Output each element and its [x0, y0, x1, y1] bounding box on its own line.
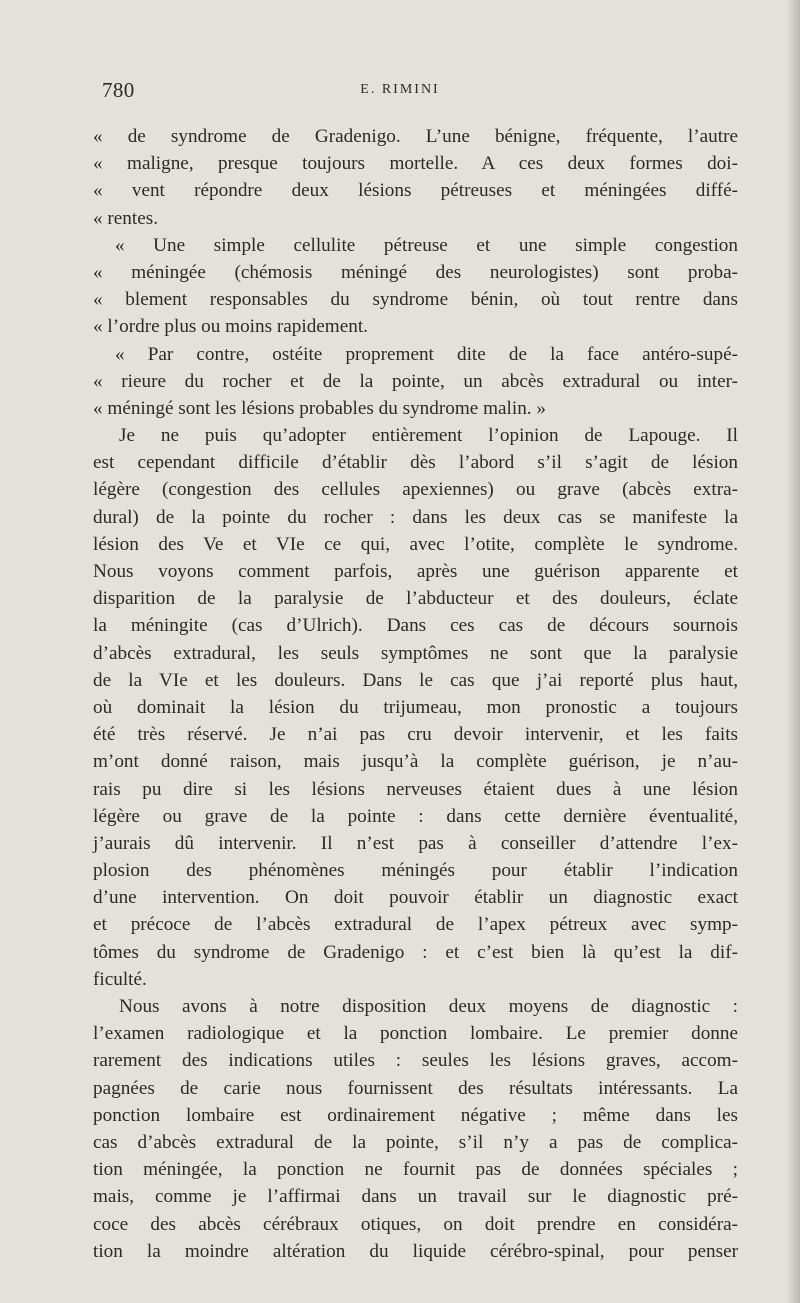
body-text: [93, 123, 738, 1265]
text-line: de la VIe et les douleurs. Dans le cas que j’ai reporté plus haut,: [93, 669, 738, 691]
text-line: j’aurais dû intervenir. Il n’est pas à conseiller d’attendre l’ex-: [93, 832, 738, 854]
text-line: pagnées de carie nous fournissent des résultats intéressants. La: [93, 1077, 738, 1099]
text-line: l’examen radiologique et la ponction lombaire. Le premier donne: [93, 1023, 738, 1045]
text-line: « Une simple cellulite pétreuse et une simple congestion: [115, 234, 738, 256]
page-number: 780: [102, 78, 135, 102]
text-line: plosion des phénomènes méningés pour établir l’indication: [93, 860, 738, 882]
text-line: et précoce de l’abcès extradural de l’apex pétreux avec symp-: [93, 914, 738, 936]
text-line: « blement responsables du syndrome bénin, où tout rentre dans: [93, 289, 738, 311]
text-line: coce des abcès cérébraux otiques, on doit prendre en considéra-: [93, 1213, 738, 1235]
text-line: rarement des indications utiles : seules les lésions graves, accom-: [93, 1050, 738, 1072]
text-line: d’abcès extradural, les seuls symptômes ne sont que la paralysie: [93, 642, 738, 664]
text-line: tion méningée, la ponction ne fournit pas de données spéciales ;: [93, 1159, 738, 1181]
text-line: ponction lombaire est ordinairement négative ; même dans les: [93, 1104, 738, 1126]
text-line: cas d’abcès extradural de la pointe, s’il n’y a pas de complica-: [93, 1131, 738, 1153]
text-line: tômes du syndrome de Gradenigo : et c’est bien là qu’est la dif-: [93, 941, 738, 963]
text-line: « l’ordre plus ou moins rapidement.: [93, 316, 368, 338]
text-line: légère ou grave de la pointe : dans cette dernière éventualité,: [93, 805, 738, 827]
text-line: été très réservé. Je n’ai pas cru devoir intervenir, et les faits: [93, 724, 738, 746]
text-line: « rentes.: [93, 207, 159, 229]
text-line: « méningé sont les lésions probables du syndrome malin. »: [93, 397, 546, 419]
text-line: rais pu dire si les lésions nerveuses étaient dues à une lésion: [93, 778, 738, 800]
text-line: « rieure du rocher et de la pointe, un abcès extradural ou inter-: [93, 370, 738, 392]
text-line: Nous voyons comment parfois, après une guérison apparente et: [93, 561, 738, 582]
text-line: la méningite (cas d’Ulrich). Dans ces cas de décours sournois: [93, 615, 738, 637]
text-line: légère (congestion des cellules apexiennes) ou grave (abcès extra-: [93, 479, 738, 501]
text-line: « de syndrome de Gradenigo. L’une bénigne, fréquente, l’autre: [93, 126, 738, 147]
text-line: lésion des Ve et VIe ce qui, avec l’otite, complète le syndrome.: [93, 533, 738, 555]
running-head: E. RIMINI: [360, 82, 440, 97]
text-line: « maligne, presque toujours mortelle. A ces deux formes doi-: [93, 153, 738, 175]
text-line: « vent répondre deux lésions pétreuses et méningées diffé-: [93, 180, 738, 202]
text-line: disparition de la paralysie de l’abducteur et des douleurs, éclate: [93, 588, 738, 610]
text-line: ficulté.: [93, 968, 147, 990]
text-line: où dominait la lésion du trijumeau, mon pronostic a toujours: [93, 696, 738, 718]
text-line: « Par contre, ostéite proprement dite de la face antéro-supé-: [115, 343, 738, 365]
text-line: d’une intervention. On doit pouvoir établir un diagnostic exact: [93, 887, 738, 909]
text-line: « méningée (chémosis méningé des neurologistes) sont proba-: [93, 261, 738, 283]
text-line: mais, comme je l’affirmai dans un travail sur le diagnostic pré-: [93, 1186, 738, 1208]
text-line: m’ont donné raison, mais jusqu’à la complète guérison, je n’au-: [93, 751, 738, 773]
text-line: est cependant difficile d’établir dès l’abord s’il s’agit de lésion: [93, 452, 738, 474]
text-line: Je ne puis qu’adopter entièrement l’opinion de Lapouge. Il: [119, 425, 738, 447]
text-line: tion la moindre altération du liquide cérébro-spinal, pour penser: [93, 1240, 738, 1262]
page-header: [0, 78, 800, 110]
text-line: dural) de la pointe du rocher : dans les deux cas se manifeste la: [93, 506, 738, 528]
text-line: Nous avons à notre disposition deux moyens de diagnostic :: [119, 996, 738, 1017]
